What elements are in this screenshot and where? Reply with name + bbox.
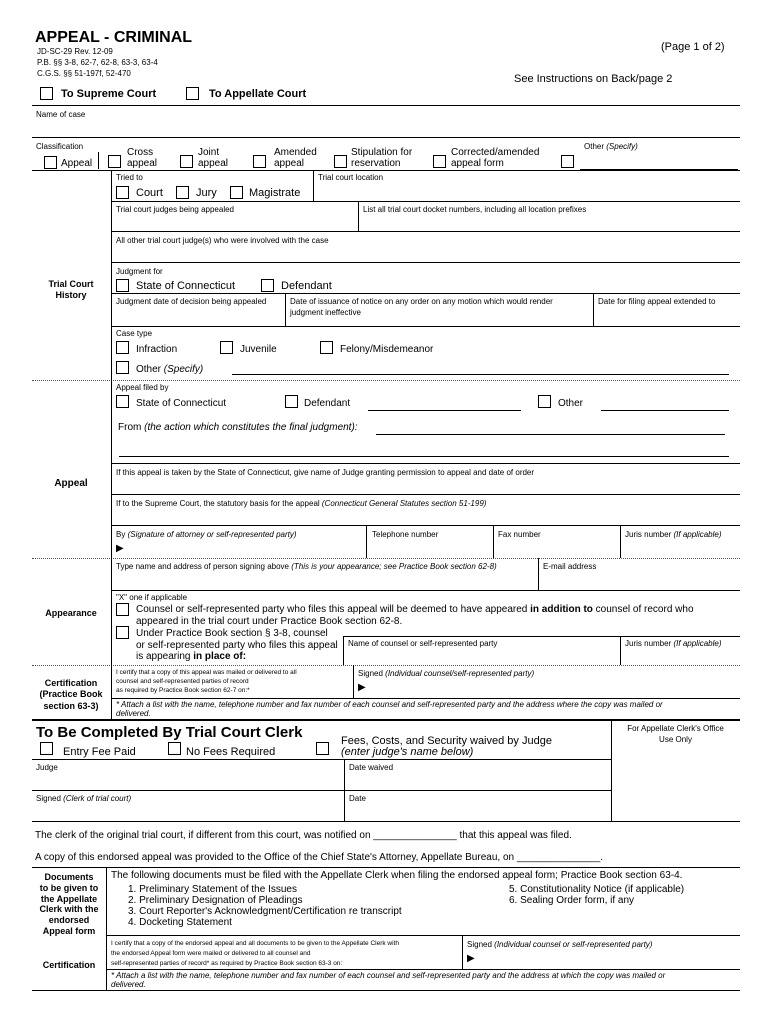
cert1-text-1: I certify that a copy of this appeal was mailed or delivered to all — [116, 669, 297, 676]
cert2-text-1: I certify that a copy of the endorsed appeal and all documents to be given to the Appellate Clerk with — [111, 940, 399, 947]
fees-waived-label-2: (enter judge's name below) — [341, 746, 474, 758]
cert2-note-1: * Attach a list with the name, telephone number and fax number of each counsel and self-represented party and the address at which the copy was mailed or — [111, 971, 666, 980]
divider — [620, 525, 621, 558]
filed-by-other-label: Other — [558, 398, 584, 409]
divider — [111, 665, 112, 719]
divider — [620, 636, 621, 665]
amended-appeal-label-2: appeal — [274, 158, 305, 169]
divider — [111, 380, 112, 558]
no-fees-checkbox[interactable] — [168, 742, 181, 755]
supreme-basis-label: If to the Supreme Court, the statutory basis for the appeal (Connecticut General Statutes section 51-199) — [116, 499, 487, 508]
page-indicator: (Page 1 of 2) — [661, 41, 725, 53]
instructions-note: See Instructions on Back/page 2 — [514, 73, 673, 85]
judgment-date-label: Judgment date of decision being appealed — [116, 297, 267, 306]
divider — [111, 262, 740, 263]
certification2-section-label: Certification — [42, 960, 96, 970]
stipulation-label-1: Stipulation for — [351, 147, 413, 158]
type-name-label: Type name and address of person signing above (This is your appearance; see Practice Book section 62-8) — [116, 562, 497, 571]
document-item-6: 6. Sealing Order form, if any — [509, 895, 635, 906]
divider — [353, 665, 354, 698]
in-place-of-text-2: or self-represented party who files this appeal — [136, 640, 338, 651]
cert2-note-2: delivered. — [111, 980, 146, 989]
appeal-section-label: Appeal — [54, 478, 88, 489]
trial-location-label: Trial court location — [318, 173, 384, 182]
appearance-juris-label: Juris number (If applicable) — [625, 639, 722, 648]
appellate-court-label: To Appellate Court — [209, 88, 307, 100]
entry-fee-checkbox[interactable] — [40, 742, 53, 755]
other-case-type-field[interactable] — [232, 374, 729, 375]
divider — [111, 558, 112, 665]
cert2-text-3: self-represented parties of record* as required by Practice Book section 63-3 on: — [111, 960, 343, 967]
cert1-signed-label: Signed (Individual counsel/self-represented party) — [358, 669, 535, 678]
appeal-checkbox[interactable] — [44, 156, 57, 169]
felony-label: Felony/Misdemeanor — [340, 344, 434, 355]
divider — [32, 170, 740, 171]
filed-by-state-label: State of Connecticut — [136, 398, 227, 409]
in-addition-to-text-2: appeared in the trial court under Practice Book section 62-8. — [136, 616, 403, 627]
filed-by-defendant-label: Defendant — [304, 398, 351, 409]
document-item-2: 2. Preliminary Designation of Pleadings — [128, 895, 303, 906]
judgment-state-label: State of Connecticut — [136, 280, 236, 292]
divider — [313, 170, 314, 201]
judgment-defendant-checkbox[interactable] — [261, 279, 274, 292]
cross-appeal-checkbox[interactable] — [108, 155, 121, 168]
divider — [111, 326, 740, 327]
supreme-court-label: To Supreme Court — [61, 88, 157, 100]
magistrate-label: Magistrate — [249, 187, 301, 199]
no-fees-label: No Fees Required — [186, 746, 276, 758]
amended-appeal-checkbox[interactable] — [253, 155, 266, 168]
clerk-date-label: Date — [349, 794, 366, 803]
date-waived-label: Date waived — [349, 763, 394, 772]
judges-appealed-label: Trial court judges being appealed — [116, 205, 235, 214]
divider — [111, 201, 740, 202]
form-title: APPEAL - CRIMINAL — [35, 29, 193, 46]
cert2-text-2: the endorsed Appeal form were mailed or delivered to all counsel and — [111, 950, 311, 957]
divider — [285, 293, 286, 326]
magistrate-checkbox[interactable] — [230, 186, 243, 199]
divider — [358, 201, 359, 231]
trial-history-section-label: Trial Court History — [48, 279, 94, 301]
email-label: E-mail address — [543, 562, 597, 571]
felony-checkbox[interactable] — [320, 341, 333, 354]
divider — [106, 867, 107, 990]
filed-by-defendant-checkbox[interactable] — [285, 395, 298, 408]
joint-appeal-label-1: Joint — [198, 147, 220, 158]
court-checkbox[interactable] — [116, 186, 129, 199]
case-name-label: Name of case — [36, 110, 86, 119]
divider — [111, 525, 740, 526]
stipulation-label-2: reservation — [351, 158, 401, 169]
divider — [32, 665, 740, 666]
filed-by-state-checkbox[interactable] — [116, 395, 129, 408]
fax-label: Fax number — [498, 530, 541, 539]
corrected-form-label-1: Corrected/amended — [451, 147, 540, 158]
divider — [538, 558, 539, 590]
appellate-office-label-1: For Appellate Clerk's Office — [627, 724, 724, 733]
divider — [106, 935, 740, 936]
x-if-applicable-label: "X" one if applicable — [116, 593, 188, 602]
cert1-text-3: as required by Practice Book section 62-7 on:* — [116, 687, 250, 694]
judgment-for-label: Judgment for — [116, 267, 163, 276]
fees-waived-label-1: Fees, Costs, and Security waived by Judge — [341, 735, 552, 747]
divider — [111, 231, 740, 232]
form-id: JD-SC-29 Rev. 12-09 — [37, 47, 113, 56]
divider — [343, 636, 740, 637]
other-case-type-label: Other (Specify) — [136, 364, 204, 375]
docket-numbers-label: List all trial court docket numbers, including all location prefixes — [363, 205, 587, 214]
in-place-of-checkbox[interactable] — [116, 626, 129, 639]
divider — [32, 790, 611, 791]
divider — [32, 821, 740, 822]
signature-arrow-icon: ▶ — [116, 543, 124, 554]
appellate-office-label-2: Use Only — [659, 735, 692, 744]
from-field[interactable] — [376, 434, 725, 435]
divider — [462, 935, 463, 969]
from-label: From (the action which constitutes the final judgment): — [118, 422, 358, 433]
in-place-of-text-1: Under Practice Book section § 3-8, counsel — [136, 628, 328, 639]
document-item-3: 3. Court Reporter's Acknowledgment/Certification re transcript — [128, 906, 402, 917]
notice-date-label-2: judgment ineffective — [290, 308, 362, 317]
appeal-option-label: Appeal — [61, 158, 93, 169]
appearance-section-label: Appearance — [45, 608, 97, 618]
divider — [32, 867, 740, 868]
cert2-signed-label: Signed (Individual counsel or self-represented party) — [467, 940, 653, 949]
cert1-text-2: counsel and self-represented parties of record — [116, 678, 249, 685]
divider — [111, 293, 740, 294]
judge-label: Judge — [36, 763, 58, 772]
cgs-reference: C.G.S. §§ 51-197f, 52-470 — [37, 69, 131, 78]
court-label: Court — [136, 187, 163, 199]
cert1-note-1: * Attach a list with the name, telephone number and fax number of each counsel and self-represented party and the address where the copy was mailed or — [116, 700, 663, 709]
cert1-arrow-icon: ▶ — [358, 682, 366, 693]
divider — [343, 636, 344, 665]
corrected-form-checkbox[interactable] — [433, 155, 446, 168]
certification-section-label: Certification (Practice Book section 63-3) — [39, 678, 103, 711]
divider — [593, 293, 594, 326]
divider — [32, 105, 740, 106]
state-judge-label: If this appeal is taken by the State of Connecticut, give name of Judge granting permission to appeal and date of order — [116, 468, 535, 477]
amended-appeal-label-1: Amended — [274, 147, 317, 158]
other-judges-label: All other trial court judge(s) who were involved with the case — [116, 236, 329, 245]
copy-provided-text: A copy of this endorsed appeal was provided to the Office of the Chief State's Attorney, Appellate Bureau, on _______________. — [35, 852, 604, 863]
divider — [32, 558, 740, 559]
in-addition-to-checkbox[interactable] — [116, 603, 129, 616]
documents-intro: The following documents must be filed with the Appellate Clerk when filing the endorsed appeal form; Practice Book section 63-4. — [111, 870, 683, 881]
in-addition-to-text-1: Counsel or self-represented party who files this appeal will be deemed to have appeared in addition to counsel of record who — [136, 604, 694, 615]
document-item-4: 4. Docketing Statement — [128, 917, 232, 928]
entry-fee-label: Entry Fee Paid — [63, 746, 136, 758]
filed-by-other-checkbox[interactable] — [538, 395, 551, 408]
tried-to-label: Tried to — [116, 173, 143, 182]
divider — [32, 719, 740, 721]
pb-reference: P.B. §§ 3-8, 62-7, 62-8, 63-3, 63-4 — [37, 58, 158, 67]
joint-appeal-label-2: appeal — [198, 158, 229, 169]
clerk-heading: To Be Completed By Trial Court Clerk — [36, 724, 303, 741]
notice-date-label-1: Date of issuance of notice on any order on any motion which would render — [290, 297, 553, 306]
stipulation-checkbox[interactable] — [334, 155, 347, 168]
infraction-checkbox[interactable] — [116, 341, 129, 354]
divider — [98, 152, 99, 169]
judgment-defendant-label: Defendant — [281, 280, 332, 292]
divider — [111, 463, 740, 464]
divider — [111, 494, 740, 495]
fees-waived-checkbox[interactable] — [316, 742, 329, 755]
divider — [106, 969, 740, 970]
clerk-signed-label: Signed (Clerk of trial court) — [36, 794, 132, 803]
case-type-label: Case type — [116, 329, 153, 338]
divider — [32, 990, 740, 991]
filed-by-other-field[interactable] — [601, 410, 729, 411]
cross-appeal-label-2: appeal — [127, 158, 158, 169]
document-item-1: 1. Preliminary Statement of the Issues — [128, 884, 297, 895]
appellate-court-checkbox[interactable] — [186, 87, 199, 100]
juvenile-label: Juvenile — [240, 344, 277, 355]
from-field-line-2[interactable] — [119, 456, 729, 457]
classification-label: Classification — [36, 142, 84, 151]
juris-label: Juris number (If applicable) — [625, 530, 722, 539]
document-item-5: 5. Constitutionality Notice (if applicable) — [509, 884, 685, 895]
clerk-notified-text: The clerk of the original trial court, if different from this court, was notified on _______________ that this appeal was filed. — [35, 830, 572, 841]
divider — [366, 525, 367, 558]
divider — [111, 590, 740, 591]
other-classification-checkbox[interactable] — [561, 155, 574, 168]
jury-checkbox[interactable] — [176, 186, 189, 199]
other-classification-label: Other (Specify) — [584, 142, 638, 151]
other-case-type-checkbox[interactable] — [116, 361, 129, 374]
juvenile-checkbox[interactable] — [220, 341, 233, 354]
cert1-note-2: delivered. — [116, 709, 151, 718]
filed-by-defendant-field[interactable] — [368, 410, 521, 411]
counsel-name-label: Name of counsel or self-represented party — [348, 639, 498, 648]
in-place-of-text-3: is appearing in place of: — [136, 651, 247, 662]
divider — [111, 698, 740, 699]
corrected-form-label-2: appeal form — [451, 158, 504, 169]
divider — [493, 525, 494, 558]
jury-label: Jury — [196, 187, 217, 199]
supreme-court-checkbox[interactable] — [40, 87, 53, 100]
cert2-arrow-icon: ▶ — [467, 953, 475, 964]
divider — [32, 137, 740, 138]
infraction-label: Infraction — [136, 344, 178, 355]
telephone-label: Telephone number — [372, 530, 439, 539]
filing-date-label: Date for filing appeal extended to — [598, 297, 716, 306]
divider — [32, 759, 611, 760]
documents-section-label: Documents to be given to the Appellate Clerk with the endorsed Appeal form — [39, 872, 99, 936]
joint-appeal-checkbox[interactable] — [180, 155, 193, 168]
divider — [32, 380, 740, 381]
cross-appeal-label-1: Cross — [127, 147, 154, 158]
signature-label: By (Signature of attorney or self-represented party) — [116, 530, 297, 539]
judgment-state-checkbox[interactable] — [116, 279, 129, 292]
filed-by-label: Appeal filed by — [116, 383, 169, 392]
